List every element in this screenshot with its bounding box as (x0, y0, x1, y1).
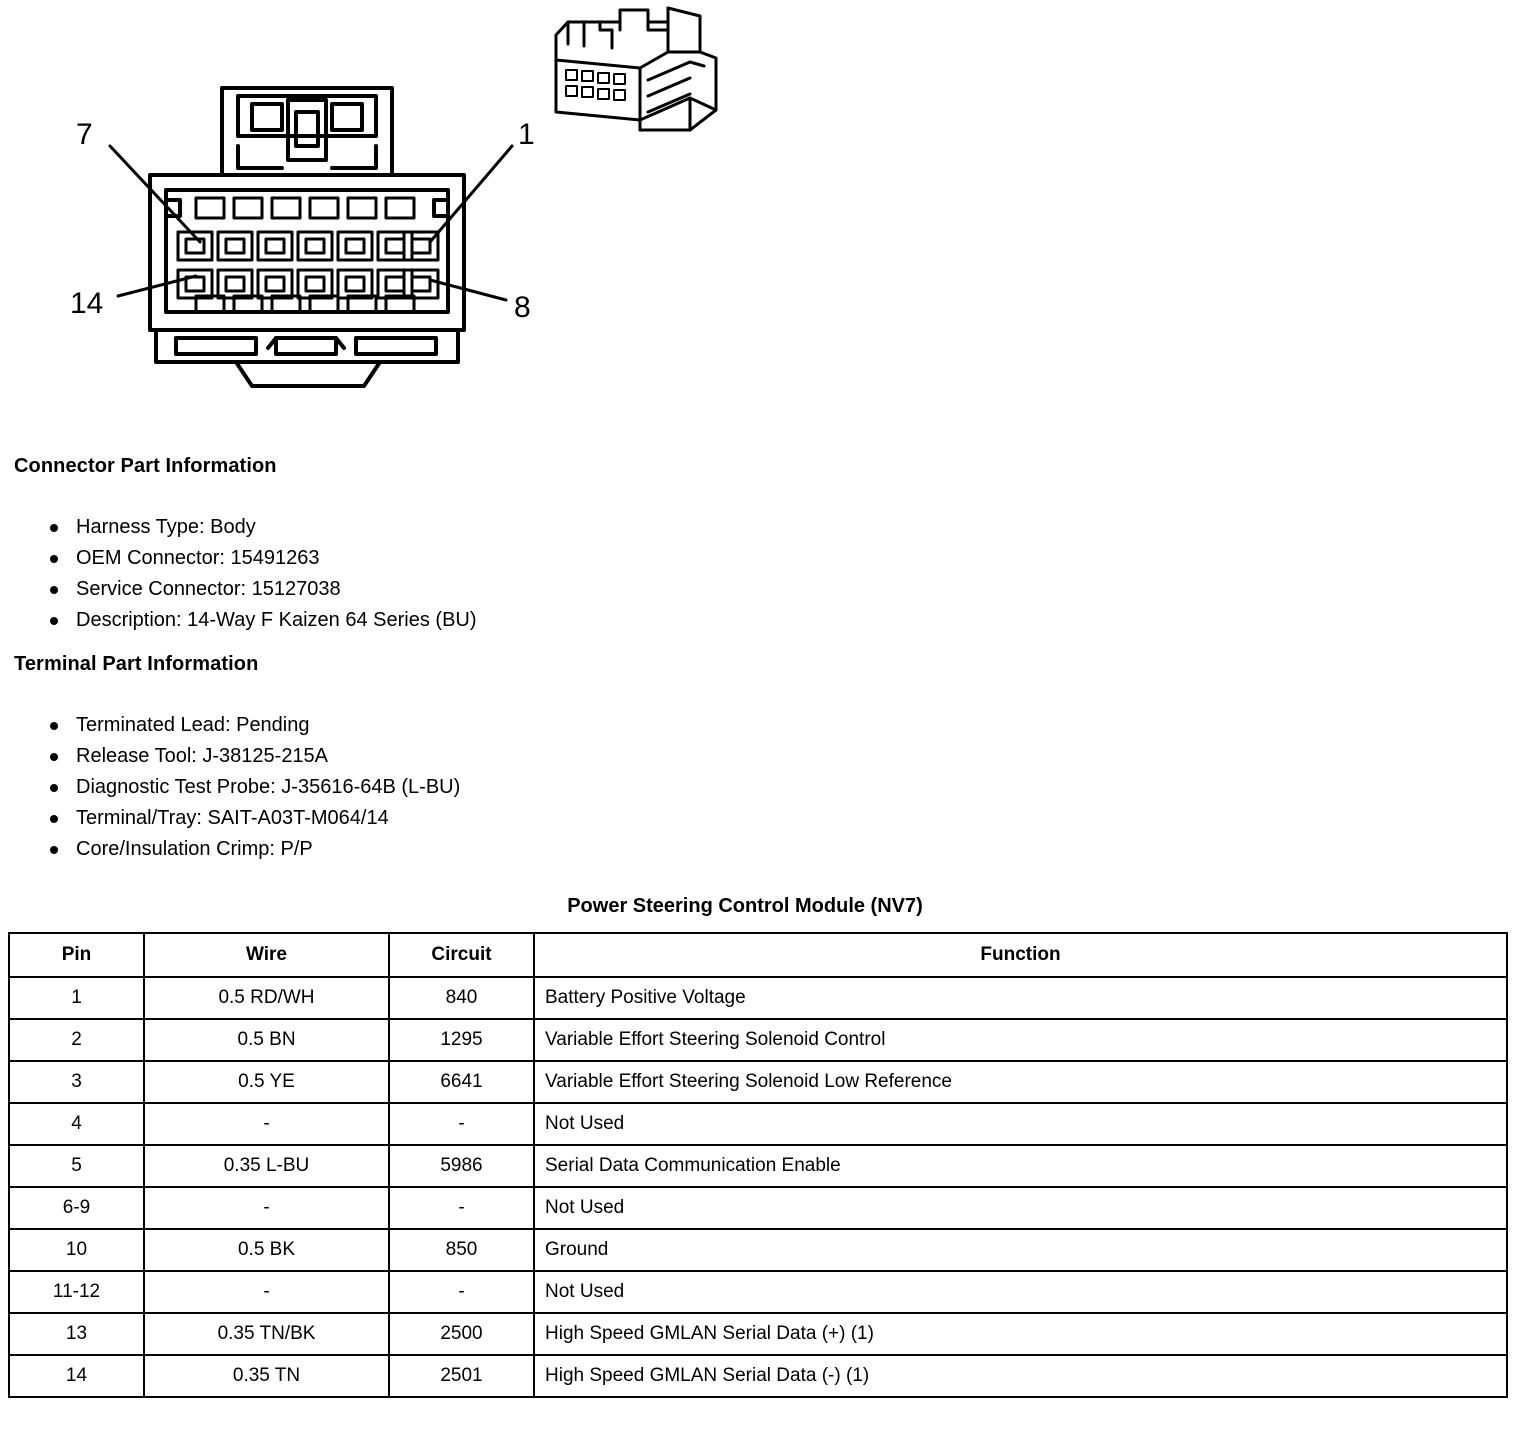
terminal-part-information-list (14, 710, 1520, 865)
callout-pin-14: 14 (70, 287, 104, 320)
list-item: Terminated Lead: Pending (14, 710, 1520, 741)
list-item: Harness Type: Body (14, 512, 1520, 543)
cell-function: Ground (534, 1229, 1507, 1271)
connector-perspective-view (556, 8, 716, 130)
cell-wire: - (144, 1271, 389, 1313)
cell-pin: 13 (9, 1313, 144, 1355)
terminal-part-information-title: Terminal Part Information (14, 653, 259, 675)
cell-wire: 0.5 YE (144, 1061, 389, 1103)
cell-function: Battery Positive Voltage (534, 977, 1507, 1019)
cell-pin: 14 (9, 1355, 144, 1397)
cell-wire: 0.35 TN (144, 1355, 389, 1397)
cell-circuit: 1295 (389, 1019, 534, 1061)
cell-wire: 0.5 RD/WH (144, 977, 389, 1019)
table-row (9, 1019, 1507, 1061)
table-row (9, 1061, 1507, 1103)
cell-pin: 11-12 (9, 1271, 144, 1313)
cell-circuit: - (389, 1187, 534, 1229)
cell-function: Not Used (534, 1271, 1507, 1313)
list-item: Service Connector: 15127038 (14, 574, 1520, 605)
cell-wire: - (144, 1103, 389, 1145)
column-header-circuit: Circuit (389, 933, 534, 977)
cell-wire: 0.35 L-BU (144, 1145, 389, 1187)
connector-illustration (0, 0, 1520, 455)
cell-circuit: 850 (389, 1229, 534, 1271)
connector-part-information-title: Connector Part Information (14, 455, 277, 477)
cell-function: Not Used (534, 1103, 1507, 1145)
callout-pin-7: 7 (76, 118, 93, 151)
cell-circuit: - (389, 1103, 534, 1145)
cell-pin: 3 (9, 1061, 144, 1103)
terminal-part-information-section (14, 653, 1520, 865)
column-header-wire: Wire (144, 933, 389, 977)
cell-pin: 1 (9, 977, 144, 1019)
table-row (9, 1229, 1507, 1271)
table-row (9, 1103, 1507, 1145)
cell-wire: 0.5 BK (144, 1229, 389, 1271)
list-item: Release Tool: J-38125-215A (14, 741, 1520, 772)
cell-circuit: - (389, 1271, 534, 1313)
cell-circuit: 5986 (389, 1145, 534, 1187)
table-row (9, 1271, 1507, 1313)
table-row (9, 1355, 1507, 1397)
cell-function: Serial Data Communication Enable (534, 1145, 1507, 1187)
list-item: Core/Insulation Crimp: P/P (14, 834, 1520, 865)
cell-circuit: 6641 (389, 1061, 534, 1103)
column-header-function: Function (534, 933, 1507, 977)
cell-circuit: 2500 (389, 1313, 534, 1355)
table-header-row (9, 933, 1507, 977)
connector-part-information-section (14, 455, 1520, 636)
cell-pin: 10 (9, 1229, 144, 1271)
cell-function: High Speed GMLAN Serial Data (+) (1) (534, 1313, 1507, 1355)
table-row (9, 1187, 1507, 1229)
list-item: Description: 14-Way F Kaizen 64 Series (BU) (14, 605, 1520, 636)
table-row (9, 977, 1507, 1019)
cell-function: High Speed GMLAN Serial Data (-) (1) (534, 1355, 1507, 1397)
callout-pin-1: 1 (518, 118, 535, 151)
table-row (9, 1145, 1507, 1187)
cell-wire: - (144, 1187, 389, 1229)
table-row (9, 1313, 1507, 1355)
cell-function: Not Used (534, 1187, 1507, 1229)
list-item: Diagnostic Test Probe: J-35616-64B (L-BU) (14, 772, 1520, 803)
cell-pin: 5 (9, 1145, 144, 1187)
cell-pin: 4 (9, 1103, 144, 1145)
callout-pin-8: 8 (514, 291, 531, 324)
cell-wire: 0.35 TN/BK (144, 1313, 389, 1355)
connector-part-information-list (14, 512, 1520, 636)
pinout-table-title: Power Steering Control Module (NV7) (567, 895, 923, 917)
cell-pin: 6-9 (9, 1187, 144, 1229)
list-item: Terminal/Tray: SAIT-A03T-M064/14 (14, 803, 1520, 834)
cell-function: Variable Effort Steering Solenoid Low Reference (534, 1061, 1507, 1103)
cell-wire: 0.5 BN (144, 1019, 389, 1061)
cell-circuit: 2501 (389, 1355, 534, 1397)
connector-diagram (0, 0, 1520, 455)
cell-circuit: 840 (389, 977, 534, 1019)
cell-pin: 2 (9, 1019, 144, 1061)
list-item: OEM Connector: 15491263 (14, 543, 1520, 574)
cell-function: Variable Effort Steering Solenoid Control (534, 1019, 1507, 1061)
pinout-table (8, 932, 1508, 1398)
column-header-pin: Pin (9, 933, 144, 977)
